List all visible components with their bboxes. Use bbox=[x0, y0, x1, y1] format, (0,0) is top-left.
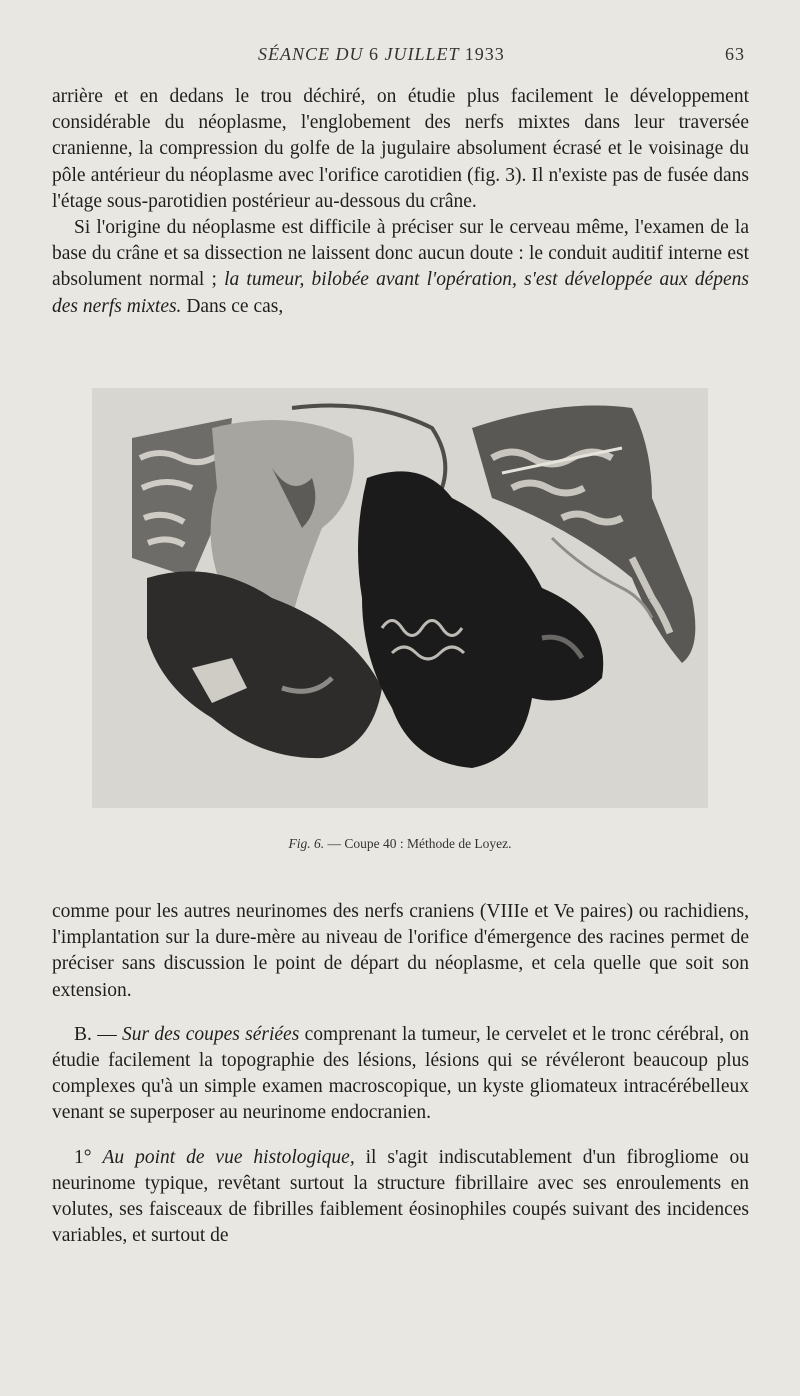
paragraph-histology: 1° Au point de vue histologique, il s'agit indiscutablement d'un fibrogliome ou neurinome typique, revêtant surtout la structure fibrillaire avec ses enroulements en volutes, ses faisceaux de fibrilles faiblement éosinophiles coupés suivant des incidences variables, et surtout de bbox=[52, 1146, 749, 1247]
page-number: 63 bbox=[725, 44, 745, 64]
paragraph-continuation: arrière et en dedans le trou déchiré, on étudie plus facilement le développement considérable du néoplasme, l'englobement des nerfs mixtes dans leur traversée cranienne, la compression du golfe de la jugulaire absolument écrasé et le voisinage du pôle antérieur du néoplasme avec l'orifice carotidien (fig. 3). Il n'existe pas de fusée dans l'étage sous-parotidien postérieur au-dessous du crâne. bbox=[52, 86, 749, 212]
text-block-bottom bbox=[52, 899, 749, 1249]
running-header bbox=[0, 44, 800, 70]
text-block-top bbox=[52, 84, 749, 320]
paragraph-section-b: B. — Sur des coupes sériées comprenant la tumeur, le cervelet et le tronc cérébral, on étudie facilement la topographie des lésions, lésions qui se révéleront beaucoup plus complexes qu'à un simple examen macroscopique, un kyste gliomateux intracérébelleux venant se superposer au neurinome endocranien. bbox=[52, 1023, 749, 1124]
header-title: SÉANCE DU 6 JUILLET 1933 bbox=[258, 44, 505, 64]
figure-caption: Fig. 6. — Coupe 40 : Méthode de Loyez. bbox=[288, 836, 512, 851]
figure-6-histology-section bbox=[92, 388, 708, 808]
paragraph-comparison: comme pour les autres neurinomes des nerfs craniens (VIIIe et Ve paires) ou rachidiens, l'implantation sur la dure-mère au niveau de l'orifice d'émergence des racines permet de préciser sans discussion le point de départ du néoplasme, et cela quelle que soit son extension. bbox=[52, 901, 749, 1001]
histology-section-image bbox=[92, 388, 708, 808]
paragraph-origin: Si l'origine du néoplasme est difficile à préciser sur le cerveau même, l'examen de la base du crâne et sa dissection ne laissent donc aucun doute : le conduit auditif interne est absolument normal ; la tumeur, bilobée avant l'opération, s'est développée aux dépens des nerfs mixtes. Dans ce cas, bbox=[52, 217, 749, 317]
